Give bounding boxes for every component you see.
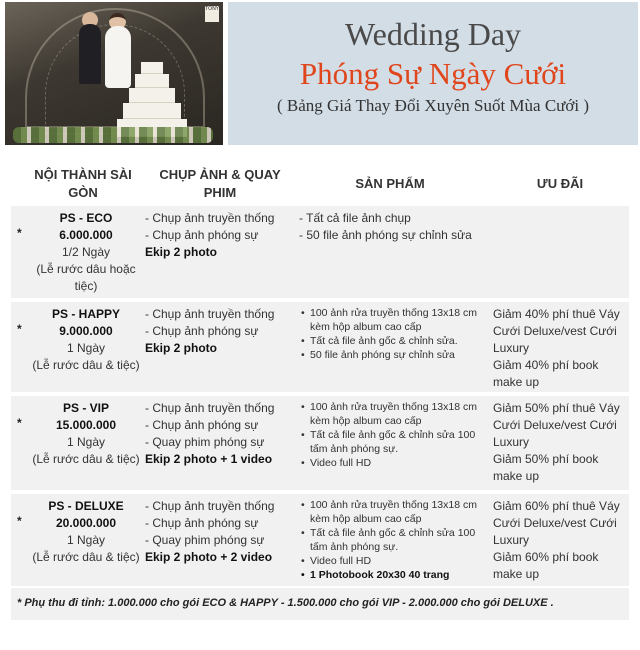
shoot-item: - Chụp ảnh truyền thống — [145, 498, 274, 515]
offer-item: Giảm 50% phí book make up — [493, 452, 599, 483]
surcharge-footnote: * Phụ thu đi tỉnh: 1.000.000 cho gói ECO & HAPPY - 1.500.000 cho gói VIP - 2.000.000 cho gói DELUXE . — [11, 588, 629, 620]
shoot-item: - Chụp ảnh truyền thống — [145, 210, 274, 227]
package-info — [25, 210, 147, 295]
column-header-area: NỘI THÀNH SÀI GÒN — [34, 167, 132, 200]
product-list — [299, 210, 472, 244]
package-info — [25, 306, 147, 374]
product-item: - 50 file ảnh phóng sự chỉnh sửa — [299, 227, 472, 244]
product-list — [301, 400, 489, 470]
row-marker: * — [17, 514, 22, 528]
shoot-list — [145, 306, 274, 357]
row-marker: * — [17, 416, 22, 430]
column-header-product: SẢN PHẨM — [355, 176, 425, 191]
package-name: PS - HAPPY — [51, 307, 120, 321]
crew-label: Ekip 2 photo + 2 video — [145, 550, 273, 564]
row-marker: * — [17, 322, 22, 336]
package-row-happy — [11, 302, 629, 392]
package-duration: 1 Ngày — [66, 435, 106, 449]
offer-item: Giảm 60% phí thuê Váy Cưới Deluxe/vest Cưới Luxury — [493, 499, 620, 547]
package-note: (Lễ rước dâu hoặc tiệc) — [36, 262, 136, 293]
shoot-item: - Chụp ảnh truyền thống — [145, 306, 274, 323]
header — [0, 0, 640, 150]
package-row-deluxe — [11, 494, 629, 586]
package-duration: 1 Ngày — [66, 533, 106, 547]
offer-item: Giảm 60% phí book make up — [493, 550, 599, 581]
shoot-item: - Quay phim phóng sự — [145, 532, 274, 549]
shoot-item: - Chụp ảnh phóng sự — [145, 323, 274, 340]
package-info — [25, 400, 147, 468]
product-list — [301, 306, 489, 362]
shoot-list — [145, 400, 274, 468]
title-vietnamese: Phóng Sự Ngày Cưới — [299, 56, 567, 91]
package-price: 15.000.000 — [55, 418, 117, 432]
package-duration: 1/2 Ngày — [61, 245, 111, 259]
product-item: • 100 ảnh rửa truyền thống 13x18 cm kèm hộp album cao cấp — [301, 498, 489, 526]
product-item: • Tất cả file ảnh gốc & chỉnh sửa 100 tấm ảnh phóng sự. — [301, 428, 489, 456]
shoot-item: - Chụp ảnh phóng sự — [145, 515, 274, 532]
shoot-item: - Chụp ảnh phóng sự — [145, 417, 274, 434]
offer-list — [493, 306, 625, 391]
title-english: Wedding Day — [344, 16, 522, 52]
product-item: • Video full HD — [301, 456, 489, 470]
product-item: - Tất cả file ảnh chụp — [299, 210, 472, 227]
offer-list — [493, 498, 625, 583]
package-note: (Lễ rước dâu & tiệc) — [32, 550, 140, 564]
row-marker: * — [17, 226, 22, 240]
crew-label: Ekip 2 photo — [145, 341, 217, 355]
offer-item: Giảm 40% phí book make up — [493, 358, 599, 389]
package-info — [25, 498, 147, 566]
product-item: • Video full HD — [301, 554, 489, 568]
package-note: (Lễ rước dâu & tiệc) — [32, 358, 140, 372]
shoot-list — [145, 210, 274, 261]
shoot-item: - Chụp ảnh phóng sự — [145, 227, 274, 244]
package-note: (Lễ rước dâu & tiệc) — [32, 452, 140, 466]
product-item-photobook: • 1 Photobook 20x30 40 trang — [301, 568, 489, 582]
offer-item: Giảm 50% phí thuê Váy Cưới Deluxe/vest Cưới Luxury — [493, 401, 620, 449]
product-item: • Tất cả file ảnh gốc & chỉnh sửa. — [301, 334, 489, 348]
wedding-cake — [117, 59, 187, 137]
offer-list — [493, 400, 625, 485]
wedding-photo — [5, 2, 223, 145]
package-row-eco — [11, 206, 629, 298]
product-item: • Tất cả file ảnh gốc & chỉnh sửa 100 tấm ảnh phóng sự. — [301, 526, 489, 554]
product-item: • 100 ảnh rửa truyền thống 13x18 cm kèm hộp album cao cấp — [301, 306, 489, 334]
column-header-offer: ƯU ĐÃI — [536, 176, 584, 191]
title-panel — [228, 2, 638, 145]
groom-figure — [79, 24, 101, 84]
shoot-item: - Chụp ảnh truyền thống — [145, 400, 274, 417]
crew-label: Ekip 2 photo — [145, 245, 217, 259]
package-name: PS - VIP — [62, 401, 109, 415]
package-price: 9.000.000 — [59, 324, 113, 338]
package-row-vip — [11, 396, 629, 490]
offer-item: Giảm 40% phí thuê Váy Cưới Deluxe/vest Cưới Luxury — [493, 307, 620, 355]
product-item: • 50 file ảnh phóng sự chỉnh sửa — [301, 348, 489, 362]
shoot-list — [145, 498, 274, 566]
package-price: 20.000.000 — [55, 516, 117, 530]
package-price: 6.000.000 — [59, 228, 113, 242]
product-list — [301, 498, 489, 582]
studio-logo: TONY — [205, 6, 219, 22]
shoot-item: - Quay phim phóng sự — [145, 434, 274, 451]
package-name: PS - ECO — [59, 211, 113, 225]
subtitle: ( Bảng Giá Thay Đổi Xuyên Suốt Mùa Cưới ) — [276, 96, 590, 115]
product-item: • 100 ảnh rửa truyền thống 13x18 cm kèm hộp album cao cấp — [301, 400, 489, 428]
flower-decor — [13, 127, 213, 143]
package-duration: 1 Ngày — [66, 341, 106, 355]
package-name: PS - DELUXE — [48, 499, 124, 513]
column-header-shoot: CHỤP ẢNH & QUAY PHIM — [159, 167, 281, 200]
crew-label: Ekip 2 photo + 1 video — [145, 452, 273, 466]
